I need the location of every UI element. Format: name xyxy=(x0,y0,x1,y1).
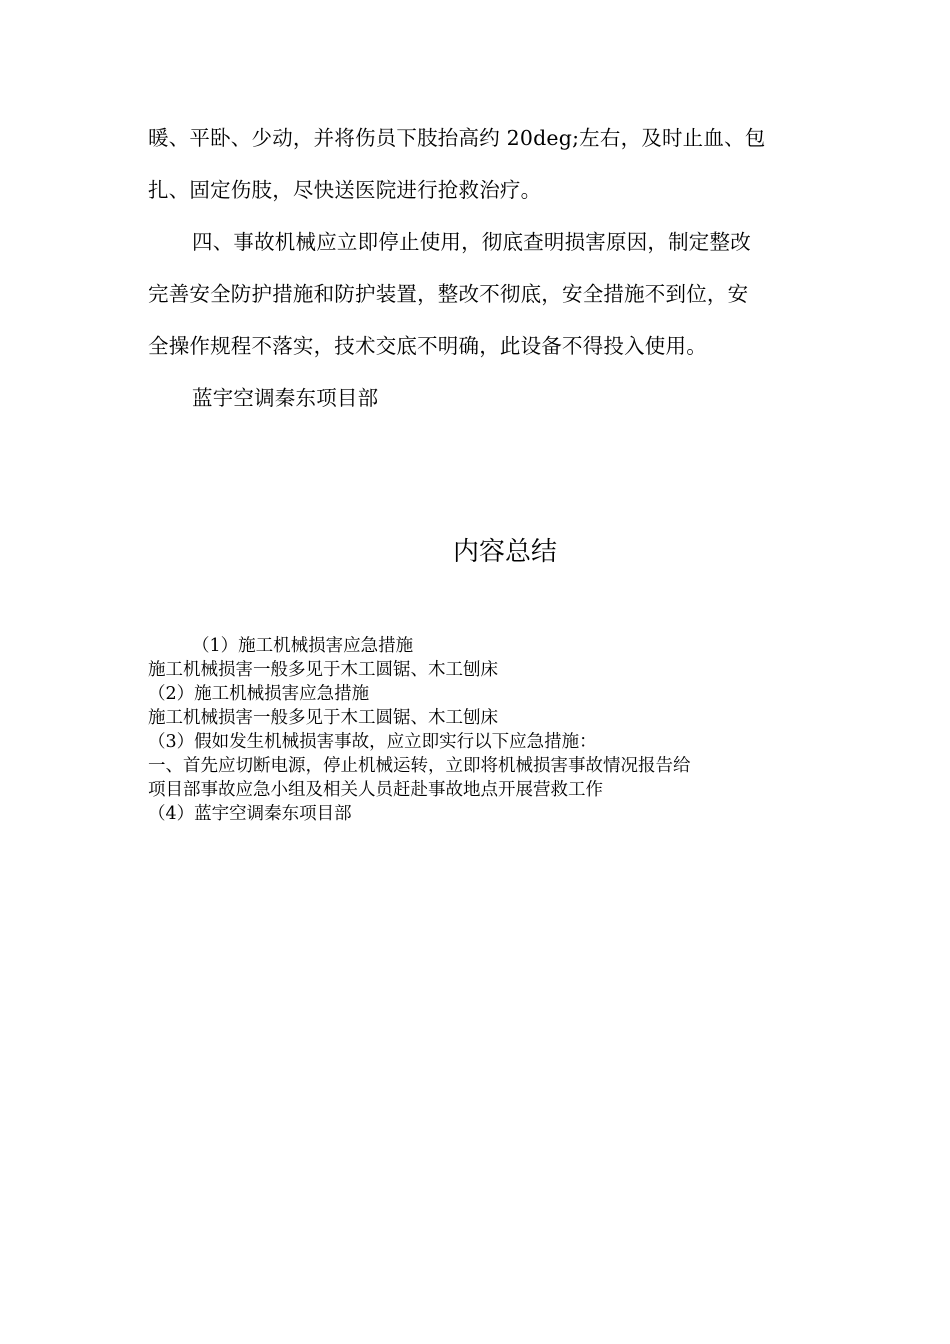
body-line-2: 扎、固定伤肢，尽快送医院进行抢救治疗。 xyxy=(148,178,542,202)
summary-block xyxy=(148,634,828,826)
signature-line: 蓝宇空调秦东项目部 xyxy=(192,386,379,410)
summary-line-1: （1）施工机械损害应急措施 xyxy=(192,636,414,656)
summary-line-6: 一、首先应切断电源，停止机械运转，立即将机械损害事故情况报告给 xyxy=(148,756,691,776)
body-line-4: 完善安全防护措施和防护装置，整改不彻底，安全措施不到位，安 xyxy=(148,282,749,306)
summary-line-7: 项目部事故应急小组及相关人员赶赴事故地点开展营救工作 xyxy=(148,780,603,800)
body-line-1: 暖、平卧、少动，并将伤员下肢抬高约 20deg;左右，及时止血、包 xyxy=(148,126,766,150)
summary-title: 内容总结 xyxy=(452,537,557,567)
summary-line-4: 施工机械损害一般多见于木工圆锯、木工刨床 xyxy=(148,708,498,728)
body-line-5: 全操作规程不落实，技术交底不明确，此设备不得投入使用。 xyxy=(148,334,707,358)
summary-line-8: （4）蓝宇空调秦东项目部 xyxy=(148,804,352,824)
body-line-3: 四、事故机械应立即停止使用，彻底查明损害原因，制定整改 xyxy=(192,230,751,254)
summary-line-3: （2）施工机械损害应急措施 xyxy=(148,684,370,704)
summary-line-5: （3）假如发生机械损害事故，应立即实行以下应急措施： xyxy=(148,732,597,752)
summary-line-2: 施工机械损害一般多见于木工圆锯、木工刨床 xyxy=(148,660,498,680)
body-paragraphs xyxy=(148,112,798,424)
